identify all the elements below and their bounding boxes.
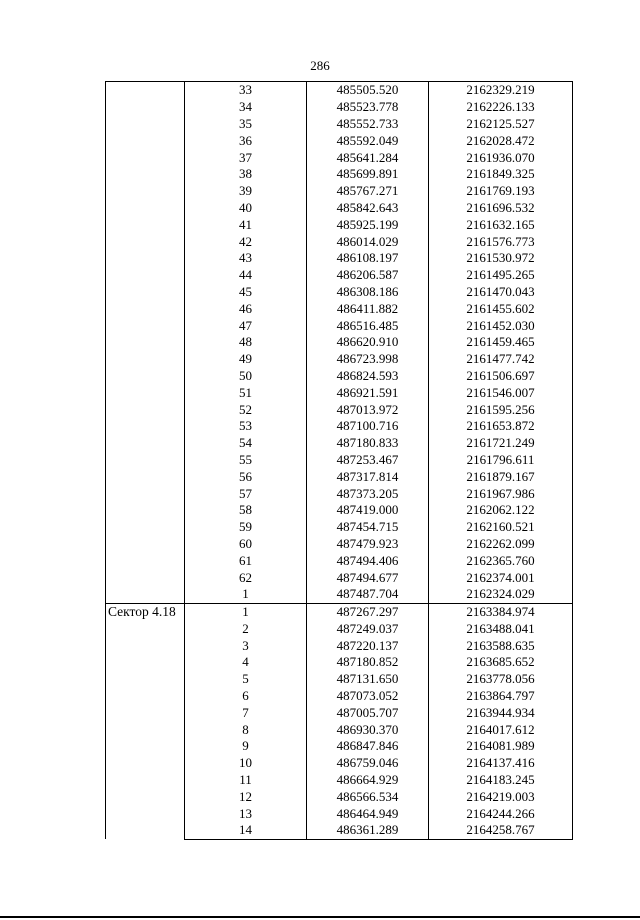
point-number-cell: 9 (185, 738, 307, 755)
x-coordinate-cell: 486014.029 (307, 233, 429, 250)
x-coordinate-cell: 485505.520 (307, 82, 429, 99)
y-coordinate-cell: 2162125.527 (429, 116, 573, 133)
point-number-cell: 44 (185, 267, 307, 284)
y-coordinate-cell: 2161506.697 (429, 368, 573, 385)
point-number-cell: 52 (185, 401, 307, 418)
x-coordinate-cell: 487373.205 (307, 485, 429, 502)
y-coordinate-cell: 2163685.652 (429, 654, 573, 671)
sector-cell (106, 603, 185, 839)
y-coordinate-cell: 2164081.989 (429, 738, 573, 755)
x-coordinate-cell: 486723.998 (307, 351, 429, 368)
point-number-cell: 58 (185, 502, 307, 519)
x-coordinate-cell: 487454.715 (307, 519, 429, 536)
y-coordinate-cell: 2161653.872 (429, 418, 573, 435)
x-coordinate-cell: 487494.406 (307, 552, 429, 569)
x-coordinate-cell: 487253.467 (307, 452, 429, 469)
y-coordinate-cell: 2163778.056 (429, 671, 573, 688)
page-bottom-rule (0, 916, 640, 918)
x-coordinate-cell: 487180.833 (307, 435, 429, 452)
point-number-cell: 14 (185, 822, 307, 839)
point-number-cell: 13 (185, 805, 307, 822)
point-number-cell: 61 (185, 552, 307, 569)
y-coordinate-cell: 2162365.760 (429, 552, 573, 569)
point-number-cell: 46 (185, 300, 307, 317)
point-number-cell: 3 (185, 637, 307, 654)
y-coordinate-cell: 2163384.974 (429, 603, 573, 620)
point-number-cell: 54 (185, 435, 307, 452)
x-coordinate-cell: 485592.049 (307, 132, 429, 149)
y-coordinate-cell: 2162160.521 (429, 519, 573, 536)
x-coordinate-cell: 486930.370 (307, 721, 429, 738)
y-coordinate-cell: 2164258.767 (429, 822, 573, 839)
point-number-cell: 11 (185, 772, 307, 789)
y-coordinate-cell: 2162028.472 (429, 132, 573, 149)
point-number-cell: 12 (185, 788, 307, 805)
y-coordinate-cell: 2162324.029 (429, 586, 573, 603)
point-number-cell: 57 (185, 485, 307, 502)
point-number-cell: 56 (185, 468, 307, 485)
y-coordinate-cell: 2161879.167 (429, 468, 573, 485)
point-number-cell: 47 (185, 317, 307, 334)
point-number-cell: 53 (185, 418, 307, 435)
x-coordinate-cell: 486411.882 (307, 300, 429, 317)
x-coordinate-cell: 487005.707 (307, 704, 429, 721)
x-coordinate-cell: 486206.587 (307, 267, 429, 284)
x-coordinate-cell: 486516.485 (307, 317, 429, 334)
y-coordinate-cell: 2162374.001 (429, 569, 573, 586)
point-number-cell: 38 (185, 166, 307, 183)
coordinates-table-body (106, 82, 573, 840)
x-coordinate-cell: 487419.000 (307, 502, 429, 519)
y-coordinate-cell: 2161455.602 (429, 300, 573, 317)
y-coordinate-cell: 2163588.635 (429, 637, 573, 654)
x-coordinate-cell: 486824.593 (307, 368, 429, 385)
point-number-cell: 10 (185, 755, 307, 772)
x-coordinate-cell: 487073.052 (307, 688, 429, 705)
point-number-cell: 60 (185, 536, 307, 553)
y-coordinate-cell: 2163864.797 (429, 688, 573, 705)
y-coordinate-cell: 2163944.934 (429, 704, 573, 721)
x-coordinate-cell: 486664.929 (307, 772, 429, 789)
y-coordinate-cell: 2161796.611 (429, 452, 573, 469)
y-coordinate-cell: 2162226.133 (429, 99, 573, 116)
y-coordinate-cell: 2162262.099 (429, 536, 573, 553)
point-number-cell: 36 (185, 132, 307, 149)
y-coordinate-cell: 2161721.249 (429, 435, 573, 452)
point-number-cell: 45 (185, 284, 307, 301)
point-number-cell: 6 (185, 688, 307, 705)
point-number-cell: 35 (185, 116, 307, 133)
x-coordinate-cell: 487249.037 (307, 621, 429, 638)
y-coordinate-cell: 2161546.007 (429, 384, 573, 401)
point-number-cell: 2 (185, 621, 307, 638)
x-coordinate-cell: 486108.197 (307, 250, 429, 267)
coordinates-table (105, 81, 573, 840)
x-coordinate-cell: 487487.704 (307, 586, 429, 603)
point-number-cell: 8 (185, 721, 307, 738)
point-number-cell: 49 (185, 351, 307, 368)
point-number-cell: 4 (185, 654, 307, 671)
y-coordinate-cell: 2161769.193 (429, 183, 573, 200)
y-coordinate-cell: 2161967.986 (429, 485, 573, 502)
y-coordinate-cell: 2161470.043 (429, 284, 573, 301)
x-coordinate-cell: 487220.137 (307, 637, 429, 654)
x-coordinate-cell: 485552.733 (307, 116, 429, 133)
y-coordinate-cell: 2164244.266 (429, 805, 573, 822)
table-row (106, 82, 573, 99)
point-number-cell: 42 (185, 233, 307, 250)
x-coordinate-cell: 487180.852 (307, 654, 429, 671)
point-number-cell: 34 (185, 99, 307, 116)
y-coordinate-cell: 2161632.165 (429, 216, 573, 233)
x-coordinate-cell: 487131.650 (307, 671, 429, 688)
point-number-cell: 39 (185, 183, 307, 200)
x-coordinate-cell: 485925.199 (307, 216, 429, 233)
y-coordinate-cell: 2161849.325 (429, 166, 573, 183)
x-coordinate-cell: 485523.778 (307, 99, 429, 116)
point-number-cell: 55 (185, 452, 307, 469)
x-coordinate-cell: 487267.297 (307, 603, 429, 620)
y-coordinate-cell: 2161452.030 (429, 317, 573, 334)
y-coordinate-cell: 2162329.219 (429, 82, 573, 99)
point-number-cell: 48 (185, 334, 307, 351)
x-coordinate-cell: 487013.972 (307, 401, 429, 418)
y-coordinate-cell: 2161576.773 (429, 233, 573, 250)
sector-cell (106, 82, 185, 604)
y-coordinate-cell: 2161696.532 (429, 200, 573, 217)
x-coordinate-cell: 487100.716 (307, 418, 429, 435)
page-number: 286 (310, 58, 330, 73)
point-number-cell: 62 (185, 569, 307, 586)
x-coordinate-cell: 486759.046 (307, 755, 429, 772)
y-coordinate-cell: 2164137.416 (429, 755, 573, 772)
point-number-cell: 51 (185, 384, 307, 401)
table-row (106, 603, 573, 620)
x-coordinate-cell: 485699.891 (307, 166, 429, 183)
point-number-cell: 40 (185, 200, 307, 217)
point-number-cell: 33 (185, 82, 307, 99)
point-number-cell: 5 (185, 671, 307, 688)
sector-label: Сектор 4.18 (108, 603, 176, 619)
x-coordinate-cell: 485842.643 (307, 200, 429, 217)
x-coordinate-cell: 486308.186 (307, 284, 429, 301)
y-coordinate-cell: 2161530.972 (429, 250, 573, 267)
x-coordinate-cell: 487479.923 (307, 536, 429, 553)
x-coordinate-cell: 487317.814 (307, 468, 429, 485)
x-coordinate-cell: 486464.949 (307, 805, 429, 822)
point-number-cell: 59 (185, 519, 307, 536)
x-coordinate-cell: 486921.591 (307, 384, 429, 401)
y-coordinate-cell: 2163488.041 (429, 621, 573, 638)
point-number-cell: 41 (185, 216, 307, 233)
point-number-cell: 1 (185, 586, 307, 603)
y-coordinate-cell: 2164183.245 (429, 772, 573, 789)
point-number-cell: 7 (185, 704, 307, 721)
point-number-cell: 50 (185, 368, 307, 385)
point-number-cell: 1 (185, 603, 307, 620)
x-coordinate-cell: 486361.289 (307, 822, 429, 839)
x-coordinate-cell: 487494.677 (307, 569, 429, 586)
point-number-cell: 43 (185, 250, 307, 267)
x-coordinate-cell: 485767.271 (307, 183, 429, 200)
y-coordinate-cell: 2161595.256 (429, 401, 573, 418)
x-coordinate-cell: 486620.910 (307, 334, 429, 351)
y-coordinate-cell: 2161936.070 (429, 149, 573, 166)
x-coordinate-cell: 486847.846 (307, 738, 429, 755)
y-coordinate-cell: 2164017.612 (429, 721, 573, 738)
point-number-cell: 37 (185, 149, 307, 166)
x-coordinate-cell: 486566.534 (307, 788, 429, 805)
y-coordinate-cell: 2162062.122 (429, 502, 573, 519)
y-coordinate-cell: 2164219.003 (429, 788, 573, 805)
x-coordinate-cell: 485641.284 (307, 149, 429, 166)
y-coordinate-cell: 2161495.265 (429, 267, 573, 284)
y-coordinate-cell: 2161477.742 (429, 351, 573, 368)
y-coordinate-cell: 2161459.465 (429, 334, 573, 351)
